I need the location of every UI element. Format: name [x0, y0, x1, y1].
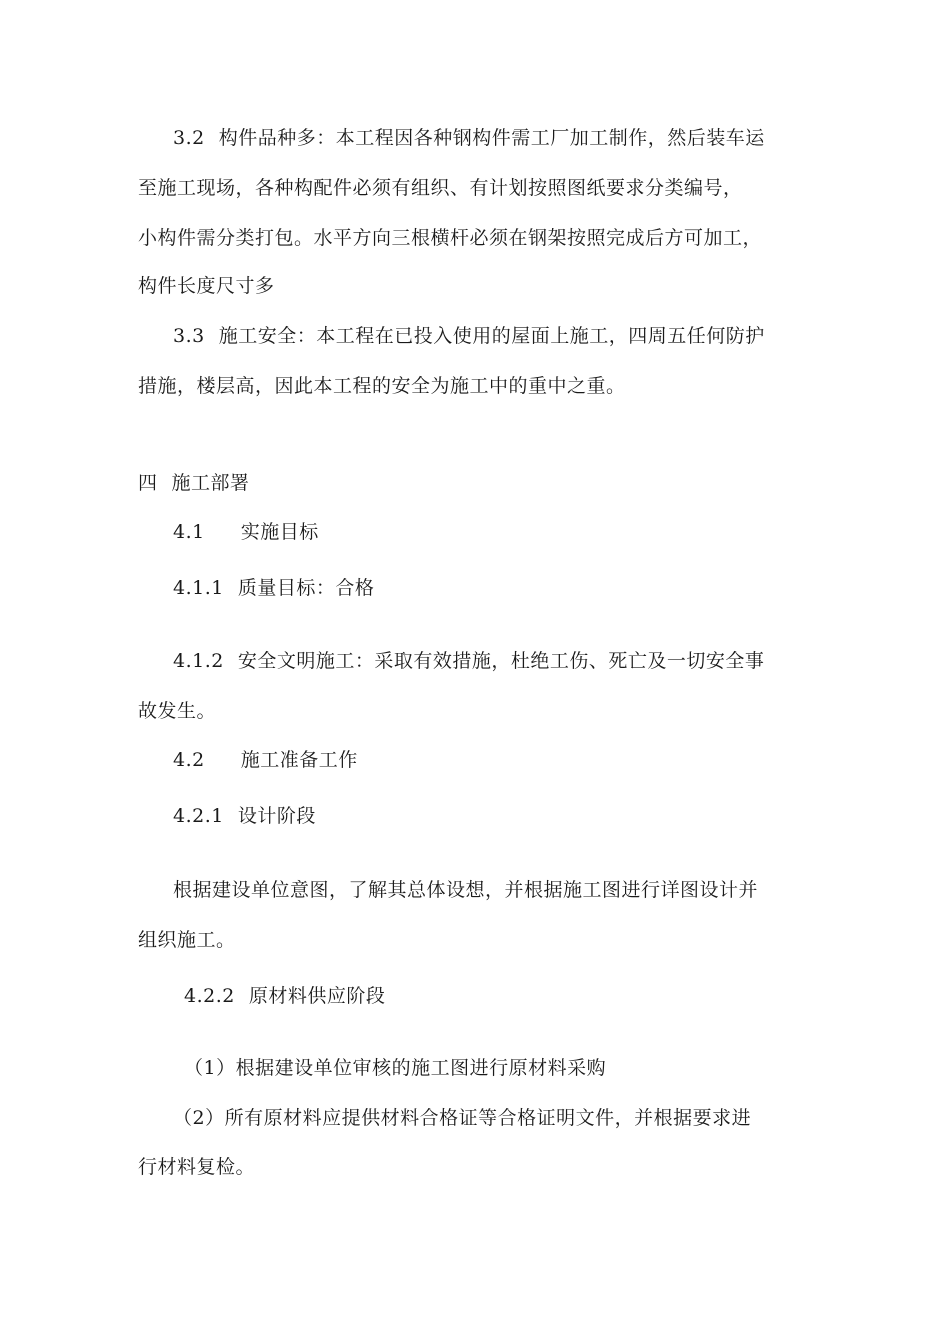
- paragraph-3-2-line3: 小构件需分类打包。水平方向三根横杆必须在钢架按照完成后方可加工，: [138, 227, 763, 249]
- heading-number: 四: [138, 472, 158, 494]
- section-number: 3.3: [173, 325, 205, 347]
- heading-4-2: [173, 748, 358, 772]
- list-item-2-line2: 行材料复检。: [138, 1156, 256, 1178]
- item-4-1-2-line1: [173, 649, 764, 673]
- heading-text: 施工部署: [171, 472, 250, 494]
- section-title: 施工准备工作: [240, 749, 358, 771]
- section-title: 实施目标: [240, 521, 319, 543]
- heading-4-2-2: [184, 984, 385, 1008]
- section-number: 4.1.1: [173, 577, 224, 599]
- item-4-1-1: [173, 576, 374, 600]
- section-number: 4.2.2: [184, 985, 235, 1007]
- heading-4-1: [173, 520, 319, 544]
- paragraph-3-2-line2: 至施工现场，各种构配件必须有组织、有计划按照图纸要求分类编号，: [138, 177, 743, 199]
- section-number: 4.2: [173, 749, 205, 771]
- item-4-1-2-line2: 故发生。: [138, 700, 217, 722]
- section-number: 4.1.2: [173, 650, 224, 672]
- paragraph-text: 构件品种多：本工程因各种钢构件需工厂加工制作，然后装车运: [218, 127, 765, 149]
- item-text: 安全文明施工：采取有效措施，杜绝工伤、死亡及一切安全事: [237, 650, 765, 672]
- section-number: 3.2: [173, 127, 205, 149]
- list-item-1: （1）根据建设单位审核的施工图进行原材料采购: [184, 1057, 607, 1079]
- paragraph-text: 施工安全：本工程在已投入使用的屋面上施工，四周五任何防护: [218, 325, 765, 347]
- paragraph-3-3-line1: [173, 324, 765, 348]
- paragraph-3-2-line1: [173, 126, 765, 150]
- paragraph-4-2-1-line2: 组织施工。: [138, 929, 236, 951]
- item-text: 质量目标：合格: [237, 577, 375, 599]
- section-number: 4.1: [173, 521, 205, 543]
- paragraph-3-3-line2: 措施，楼层高，因此本工程的安全为施工中的重中之重。: [138, 375, 626, 397]
- paragraph-4-2-1-line1: 根据建设单位意图，了解其总体设想，并根据施工图进行详图设计并: [173, 879, 759, 901]
- section-title: 设计阶段: [237, 805, 316, 827]
- heading-section-4: [138, 471, 250, 495]
- heading-4-2-1: [173, 804, 316, 828]
- list-item-2-line1: （2）所有原材料应提供材料合格证等合格证明文件，并根据要求进: [173, 1107, 752, 1129]
- section-number: 4.2.1: [173, 805, 224, 827]
- paragraph-3-2-line4: 构件长度尺寸多: [138, 275, 275, 297]
- section-title: 原材料供应阶段: [248, 985, 386, 1007]
